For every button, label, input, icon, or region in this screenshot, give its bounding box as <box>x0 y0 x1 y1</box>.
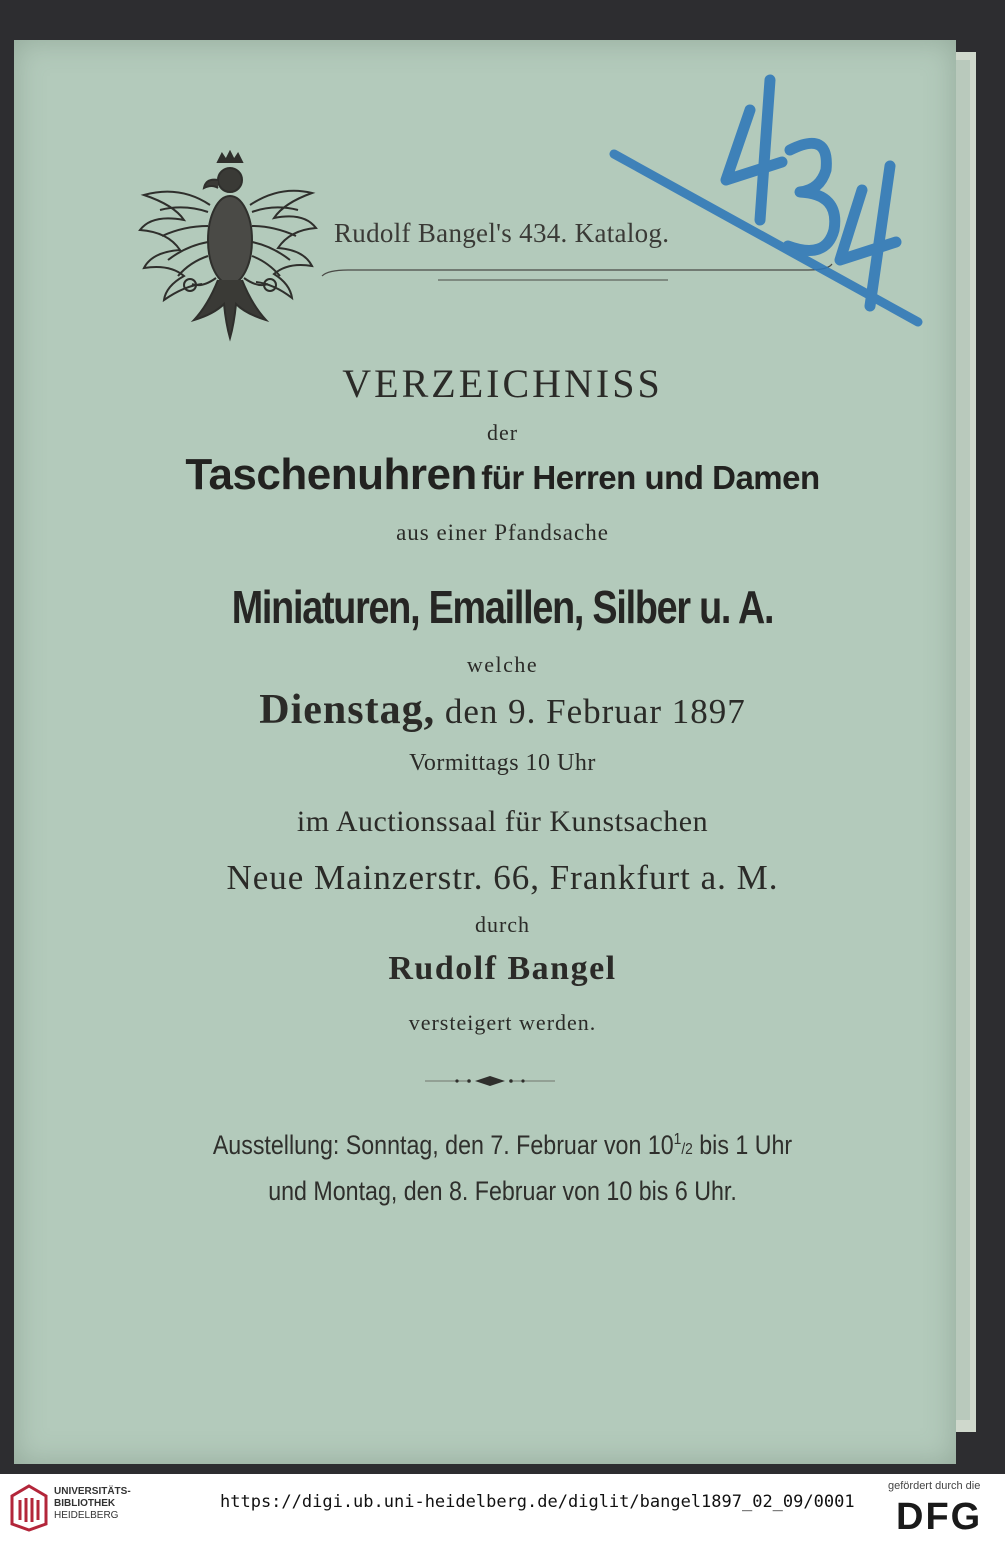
text-welche: welche <box>466 652 539 677</box>
library-name-line-1: UNIVERSITÄTS- <box>54 1486 131 1497</box>
heading-miniaturen: Miniaturen, Emaillen, Silber u. A. <box>231 581 774 633</box>
heading-taschenuhren <box>0 450 1005 500</box>
dfg-logo[interactable]: DFG <box>896 1496 983 1538</box>
permalink-url[interactable]: https://digi.ub.uni-heidelberg.de/diglit/bangel1897_02_09/0001 <box>220 1492 855 1512</box>
library-name-line-2: BIBLIOTHEK <box>54 1498 116 1509</box>
auction-weekday: Dienstag, <box>259 687 436 733</box>
fraction-denominator: /2 <box>681 1141 693 1158</box>
text-der: der <box>486 420 519 445</box>
exhibition-line-1 <box>70 1130 934 1161</box>
heading-taschenuhren-main: Taschenuhren <box>185 450 477 499</box>
auction-date <box>0 686 1005 734</box>
page-edge-shadow <box>956 60 970 1420</box>
exhibition-line-1-end: bis 1 Uhr <box>692 1130 793 1160</box>
heading-verzeichniss: VERZEICHNISS <box>342 361 663 406</box>
handwritten-catalog-number <box>600 70 930 340</box>
catalog-title: Rudolf Bangel's 434. Katalog. <box>334 218 670 248</box>
viewer-footer <box>0 1474 1005 1546</box>
auctioneer-name: Rudolf Bangel <box>388 950 617 987</box>
exhibition-line-1-text: Ausstellung: Sonntag, den 7. Februar von 10 <box>212 1130 674 1160</box>
text-pfandsache: aus einer Pfandsache <box>396 520 609 545</box>
auction-time: Vormittags 10 Uhr <box>409 750 596 776</box>
fraction-numerator: 1 <box>673 1131 682 1148</box>
auction-date-text: den 9. Februar 1897 <box>444 692 746 731</box>
funding-note: gefördert durch die <box>888 1480 981 1492</box>
ornament-divider-icon <box>425 1074 555 1088</box>
text-versteigert: versteigert werden. <box>408 1010 597 1035</box>
library-name <box>54 1486 131 1522</box>
eagle-emblem-icon <box>138 150 318 348</box>
auction-venue: im Auctionssaal für Kunstsachen <box>296 805 709 838</box>
exhibition-line-2: und Montag, den 8. Februar von 10 bis 6 Uhr. <box>268 1176 737 1206</box>
text-durch: durch <box>474 912 531 937</box>
ub-heidelberg-logo-icon[interactable] <box>10 1484 48 1532</box>
library-name-line-3: HEIDELBERG <box>54 1510 119 1521</box>
auction-address: Neue Mainzerstr. 66, Frankfurt a. M. <box>226 858 779 897</box>
heading-taschenuhren-sub: für Herren und Damen <box>481 459 820 496</box>
